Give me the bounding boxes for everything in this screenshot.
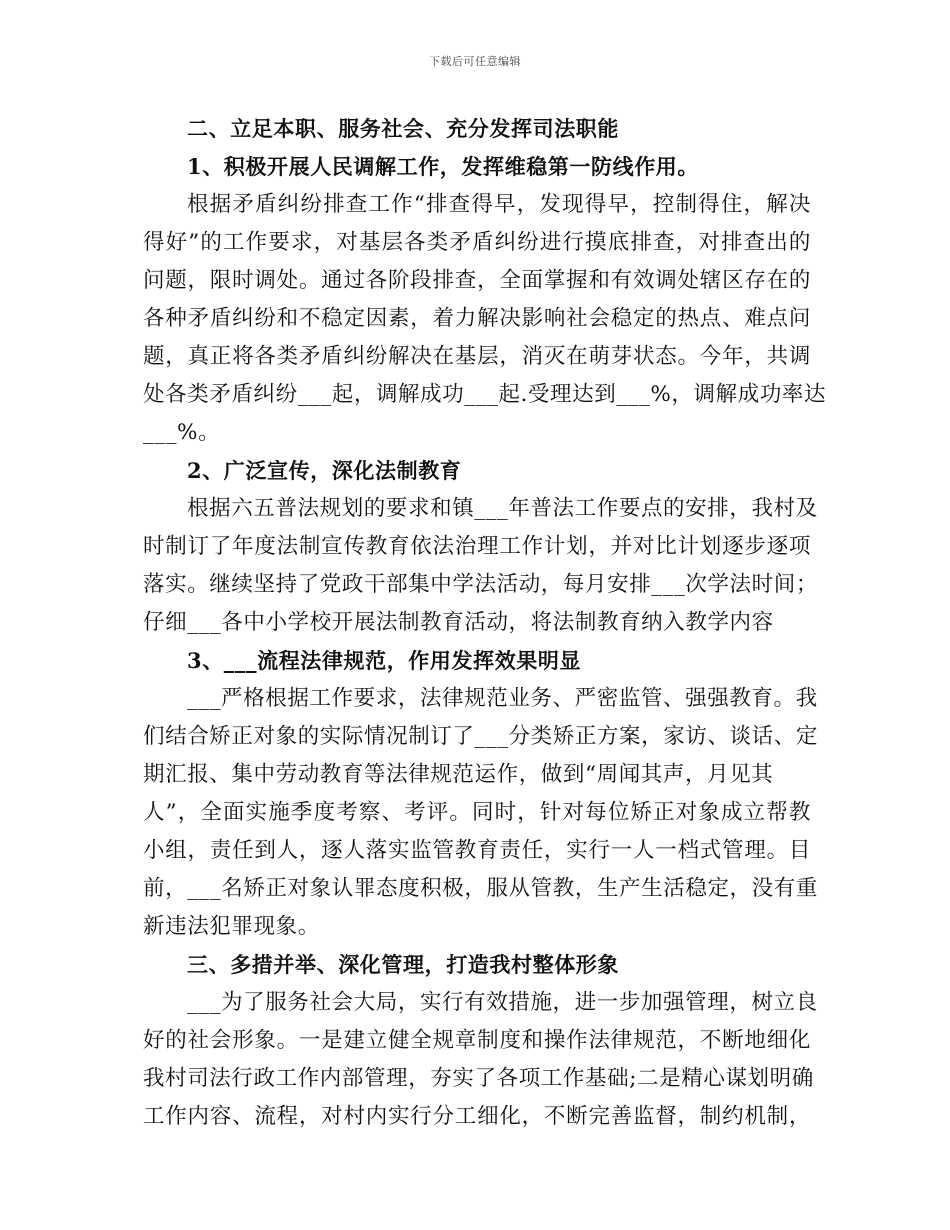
paragraph-line: 题，真正将各类矛盾纠纷解决在基层，消灭在萌芽状态。今年，共调	[143, 344, 811, 369]
paragraph-line: 小组，责任到人，逐人落实监管教育责任，实行一人一档式管理。目	[143, 838, 811, 863]
paragraph-line: 好的社会形象。一是建立健全规章制度和操作法律规范，不断地细化	[143, 1028, 811, 1053]
paragraph-line: 工作内容、流程，对村内实行分工细化，不断完善监督，制约机制，	[143, 1104, 811, 1129]
page-header-note: 下载后可任意编辑	[429, 55, 521, 68]
paragraph-line: 前，___名矫正对象认罪态度积极，服从管教，生产生活稳定，没有重	[143, 876, 818, 901]
section-heading: 二、立足本职、服务社会、充分发挥司法职能	[187, 116, 619, 141]
paragraph-line: 得好”的工作要求，对基层各类矛盾纠纷进行摸底排查，对排查出的	[143, 230, 811, 255]
paragraph-line: 时制订了年度法制宣传教育依法治理工作计划，并对比计划逐步逐项	[143, 534, 811, 559]
paragraph-line: 问题，限时调处。通过各阶段排查，全面掌握和有效调处辖区存在的	[143, 268, 811, 293]
paragraph-line: 仔细___各中小学校开展法制教育活动，将法制教育纳入教学内容	[143, 610, 774, 635]
section-heading: 2、广泛宣传，深化法制教育	[187, 458, 462, 483]
paragraph-line: 我村司法行政工作内部管理，夯实了各项工作基础;二是精心谋划明确	[143, 1066, 814, 1091]
paragraph-line: 各种矛盾纠纷和不稳定因素，着力解决影响社会稳定的热点、难点问	[143, 306, 811, 331]
paragraph-line: ___为了服务社会大局，实行有效措施，进一步加强管理，树立良	[187, 990, 818, 1015]
paragraph-line: 处各类矛盾纠纷___起，调解成功___起.受理达到___%，调解成功率达	[143, 382, 827, 407]
paragraph-line: 期汇报、集中劳动教育等法律规范运作，做到“周闻其声，月见其	[143, 762, 774, 787]
section-heading: 三、多措并举、深化管理，打造我村整体形象	[187, 952, 619, 977]
paragraph-line: ___严格根据工作要求，法律规范业务、严密监管、强强教育。我	[187, 686, 818, 711]
document-body	[143, 110, 827, 1136]
paragraph-line: 人”，全面实施季度考察、考评。同时，针对每位矫正对象成立帮教	[143, 800, 811, 825]
paragraph-line: ___%。	[143, 420, 221, 445]
paragraph-line: 根据矛盾纠纷排查工作“排查得早，发现得早，控制得住，解决	[187, 192, 811, 217]
paragraph-line: 们结合矫正对象的实际情况制订了___分类矫正方案，家访、谈话、定	[143, 724, 818, 749]
paragraph-line: 新违法犯罪现象。	[143, 914, 320, 939]
section-heading: 1、积极开展人民调解工作，发挥维稳第一防线作用。	[187, 154, 700, 179]
section-heading: 3、___流程法律规范，作用发挥效果明显	[187, 648, 582, 673]
paragraph-line: 根据六五普法规划的要求和镇___年普法工作要点的安排，我村及	[187, 496, 818, 521]
paragraph-line: 落实。继续坚持了党政干部集中学法活动，每月安排___次学法时间；	[143, 572, 818, 597]
